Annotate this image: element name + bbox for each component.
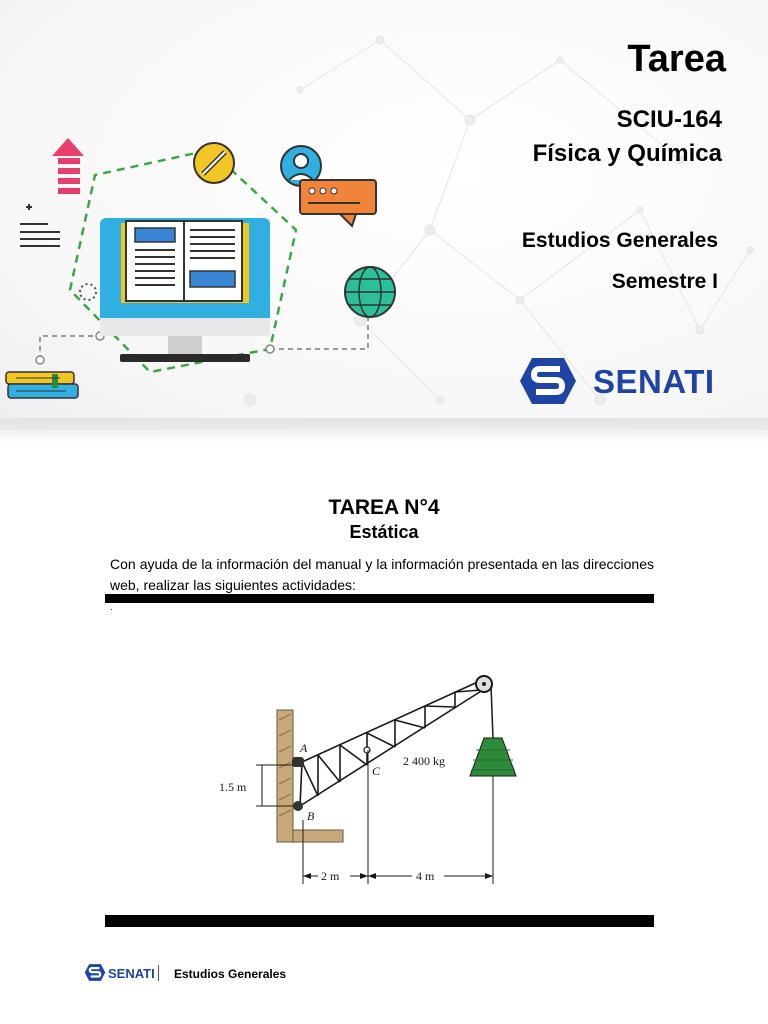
study-illustration <box>0 120 420 410</box>
course-code: SCIU-164 <box>616 106 722 133</box>
cover-banner <box>0 0 768 430</box>
task-instructions: Con ayuda de la información del manual y la información presentada en las direcciones web, realizar las siguientes actividades: <box>110 556 654 593</box>
page-title: Tarea <box>627 38 726 80</box>
dist2-label: 4 m <box>416 869 435 883</box>
footer-brand: SENATI <box>108 966 155 981</box>
divider-top <box>105 594 654 603</box>
semester-label: Semestre I <box>611 270 718 293</box>
task-title: TAREA N°4 <box>328 496 440 519</box>
banner-shadow <box>0 418 768 442</box>
text-lines-icon <box>20 204 60 246</box>
mass-label: 2 400 kg <box>403 754 445 768</box>
ground <box>293 830 343 842</box>
footer-separator <box>158 965 159 981</box>
bullet-mark: · <box>110 604 113 614</box>
globe-icon <box>345 267 395 317</box>
computer-monitor-icon <box>100 218 270 362</box>
crane-diagram <box>210 670 520 890</box>
course-name: Física y Química <box>532 140 722 167</box>
books-icon <box>6 372 78 398</box>
divider-bottom <box>105 915 654 927</box>
height-label: 1.5 m <box>219 780 247 794</box>
department-label: Estudios Generales <box>521 229 718 252</box>
task-subtitle: Estática <box>349 522 419 542</box>
upload-arrow-icon <box>52 138 84 194</box>
label-a: A <box>300 741 308 755</box>
brand-name: SENATI <box>593 363 715 400</box>
chat-bubble-icon <box>300 180 376 226</box>
truss-boom <box>300 680 486 806</box>
pencil-icon <box>194 143 234 183</box>
label-c: C <box>372 764 381 778</box>
footer-label: Estudios Generales <box>174 967 287 981</box>
label-b: B <box>307 809 315 823</box>
dist1-label: 2 m <box>321 869 340 883</box>
senati-logo-icon <box>518 356 578 406</box>
footer-senati-logo-icon <box>84 963 106 982</box>
loading-icon <box>80 284 96 300</box>
